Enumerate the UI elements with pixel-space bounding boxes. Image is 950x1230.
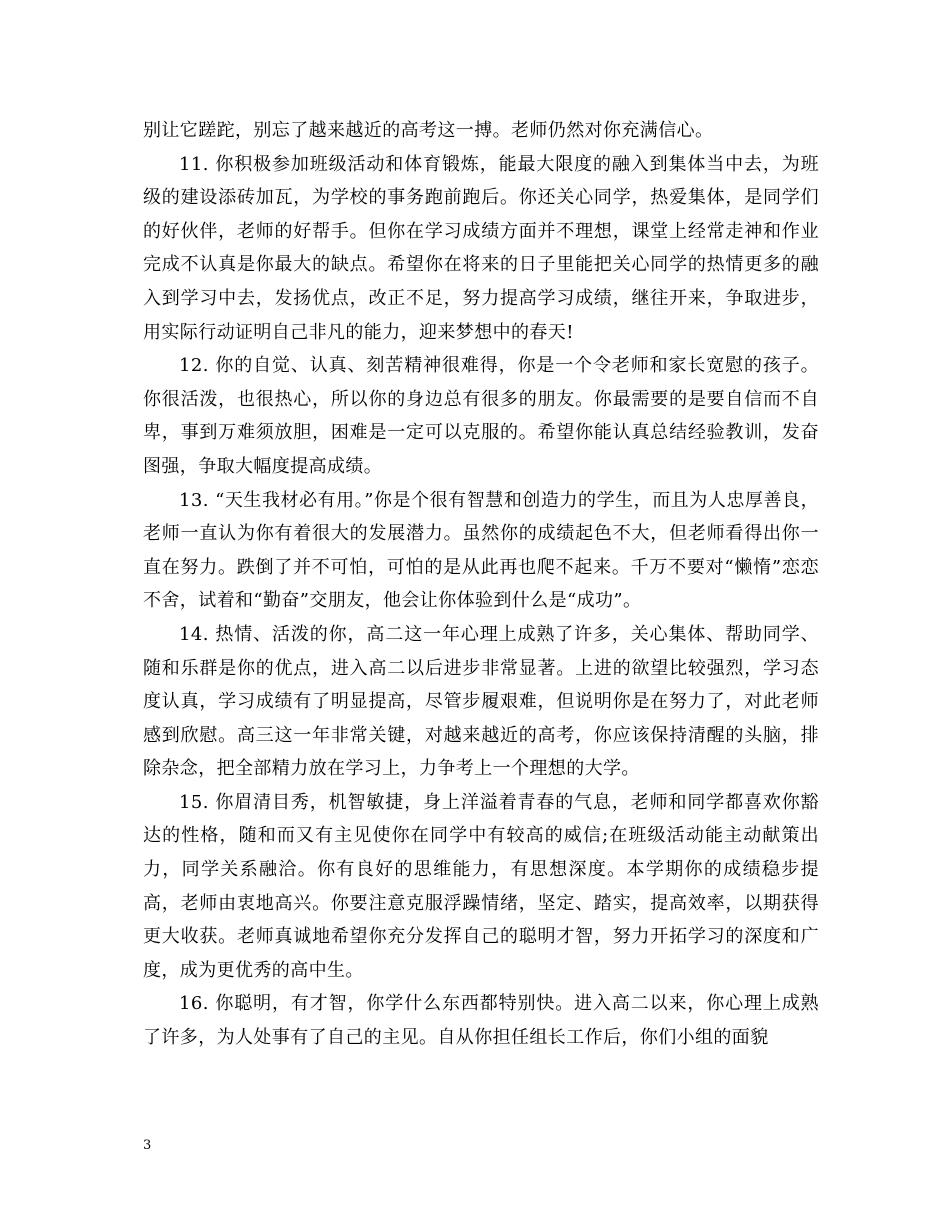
- page-number: 3: [143, 1138, 152, 1153]
- paragraph-comment-14: 14. 热情、活泼的你，高二这一年心理上成熟了许多，关心集体、帮助同学、随和乐群是你的优点，进入高二以后进步非常显著。上进的欲望比较强烈，学习态度认真，学习成绩有了明显提高，尽管步履艰难，但说明你是在努力了，对此老师感到欣慰。高三这一年非常关键，对越来越近的高考，你应该保持清醒的头脑，排除杂念，把全部精力放在学习上，力争考上一个理想的大学。: [143, 623, 819, 780]
- document-page: [143, 114, 819, 1055]
- paragraph-comment-11: 11. 你积极参加班级活动和体育锻炼，能最大限度的融入到集体当中去，为班级的建设添砖加瓦，为学校的事务跑前跑后。你还关心同学，热爱集体，是同学们的好伙伴，老师的好帮手。但你在学习成绩方面并不理想，课堂上经常走神和作业完成不认真是你最大的缺点。希望你在将来的日子里能把关心同学的热情更多的融入到学习中去，发扬优点，改正不足，努力提高学习成绩，继往开来，争取进步，用实际行动证明自己非凡的能力，迎来梦想中的春天!: [143, 153, 819, 343]
- paragraph-continuation: 别让它蹉跎，别忘了越来越近的高考这一搏。老师仍然对你充满信心。: [143, 120, 714, 141]
- paragraph-comment-13: 13. “天生我材必有用。”你是个很有智慧和创造力的学生，而且为人忠厚善良，老师一直认为你有着很大的发展潜力。虽然你的成绩起色不大，但老师看得出你一直在努力。跌倒了并不可怕，可怕的是从此再也爬不起来。千万不要对“懒惰”恋恋不舍，试着和“勤奋”交朋友，他会让你体验到什么是“成功”。: [143, 489, 819, 612]
- paragraph-comment-12: 12. 你的自觉、认真、刻苦精神很难得，你是一个令老师和家长宽慰的孩子。你很活泼，也很热心，所以你的身边总有很多的朋友。你最需要的是要自信而不自卑，事到万难须放胆，困难是一定可以克服的。希望你能认真总结经验教训，发奋图强，争取大幅度提高成绩。: [143, 355, 819, 477]
- paragraph-comment-16: 16. 你聪明，有才智，你学什么东西都特别快。进入高二以来，你心理上成熟了许多，为人处事有了自己的主见。自从你担任组长工作后，你们小组的面貌: [143, 993, 819, 1049]
- paragraph-comment-15: 15. 你眉清目秀，机智敏捷，身上洋溢着青春的气息，老师和同学都喜欢你豁达的性格，随和而又有主见使你在同学中有较高的威信;在班级活动能主动献策出力，同学关系融洽。你有良好的思维能力，有思想深度。本学期你的成绩稳步提高，老师由衷地高兴。你要注意克服浮躁情绪，坚定、踏实，提高效率，以期获得更大收获。老师真诚地希望你充分发挥自己的聪明才智，努力开拓学习的深度和广度，成为更优秀的高中生。: [143, 791, 819, 981]
